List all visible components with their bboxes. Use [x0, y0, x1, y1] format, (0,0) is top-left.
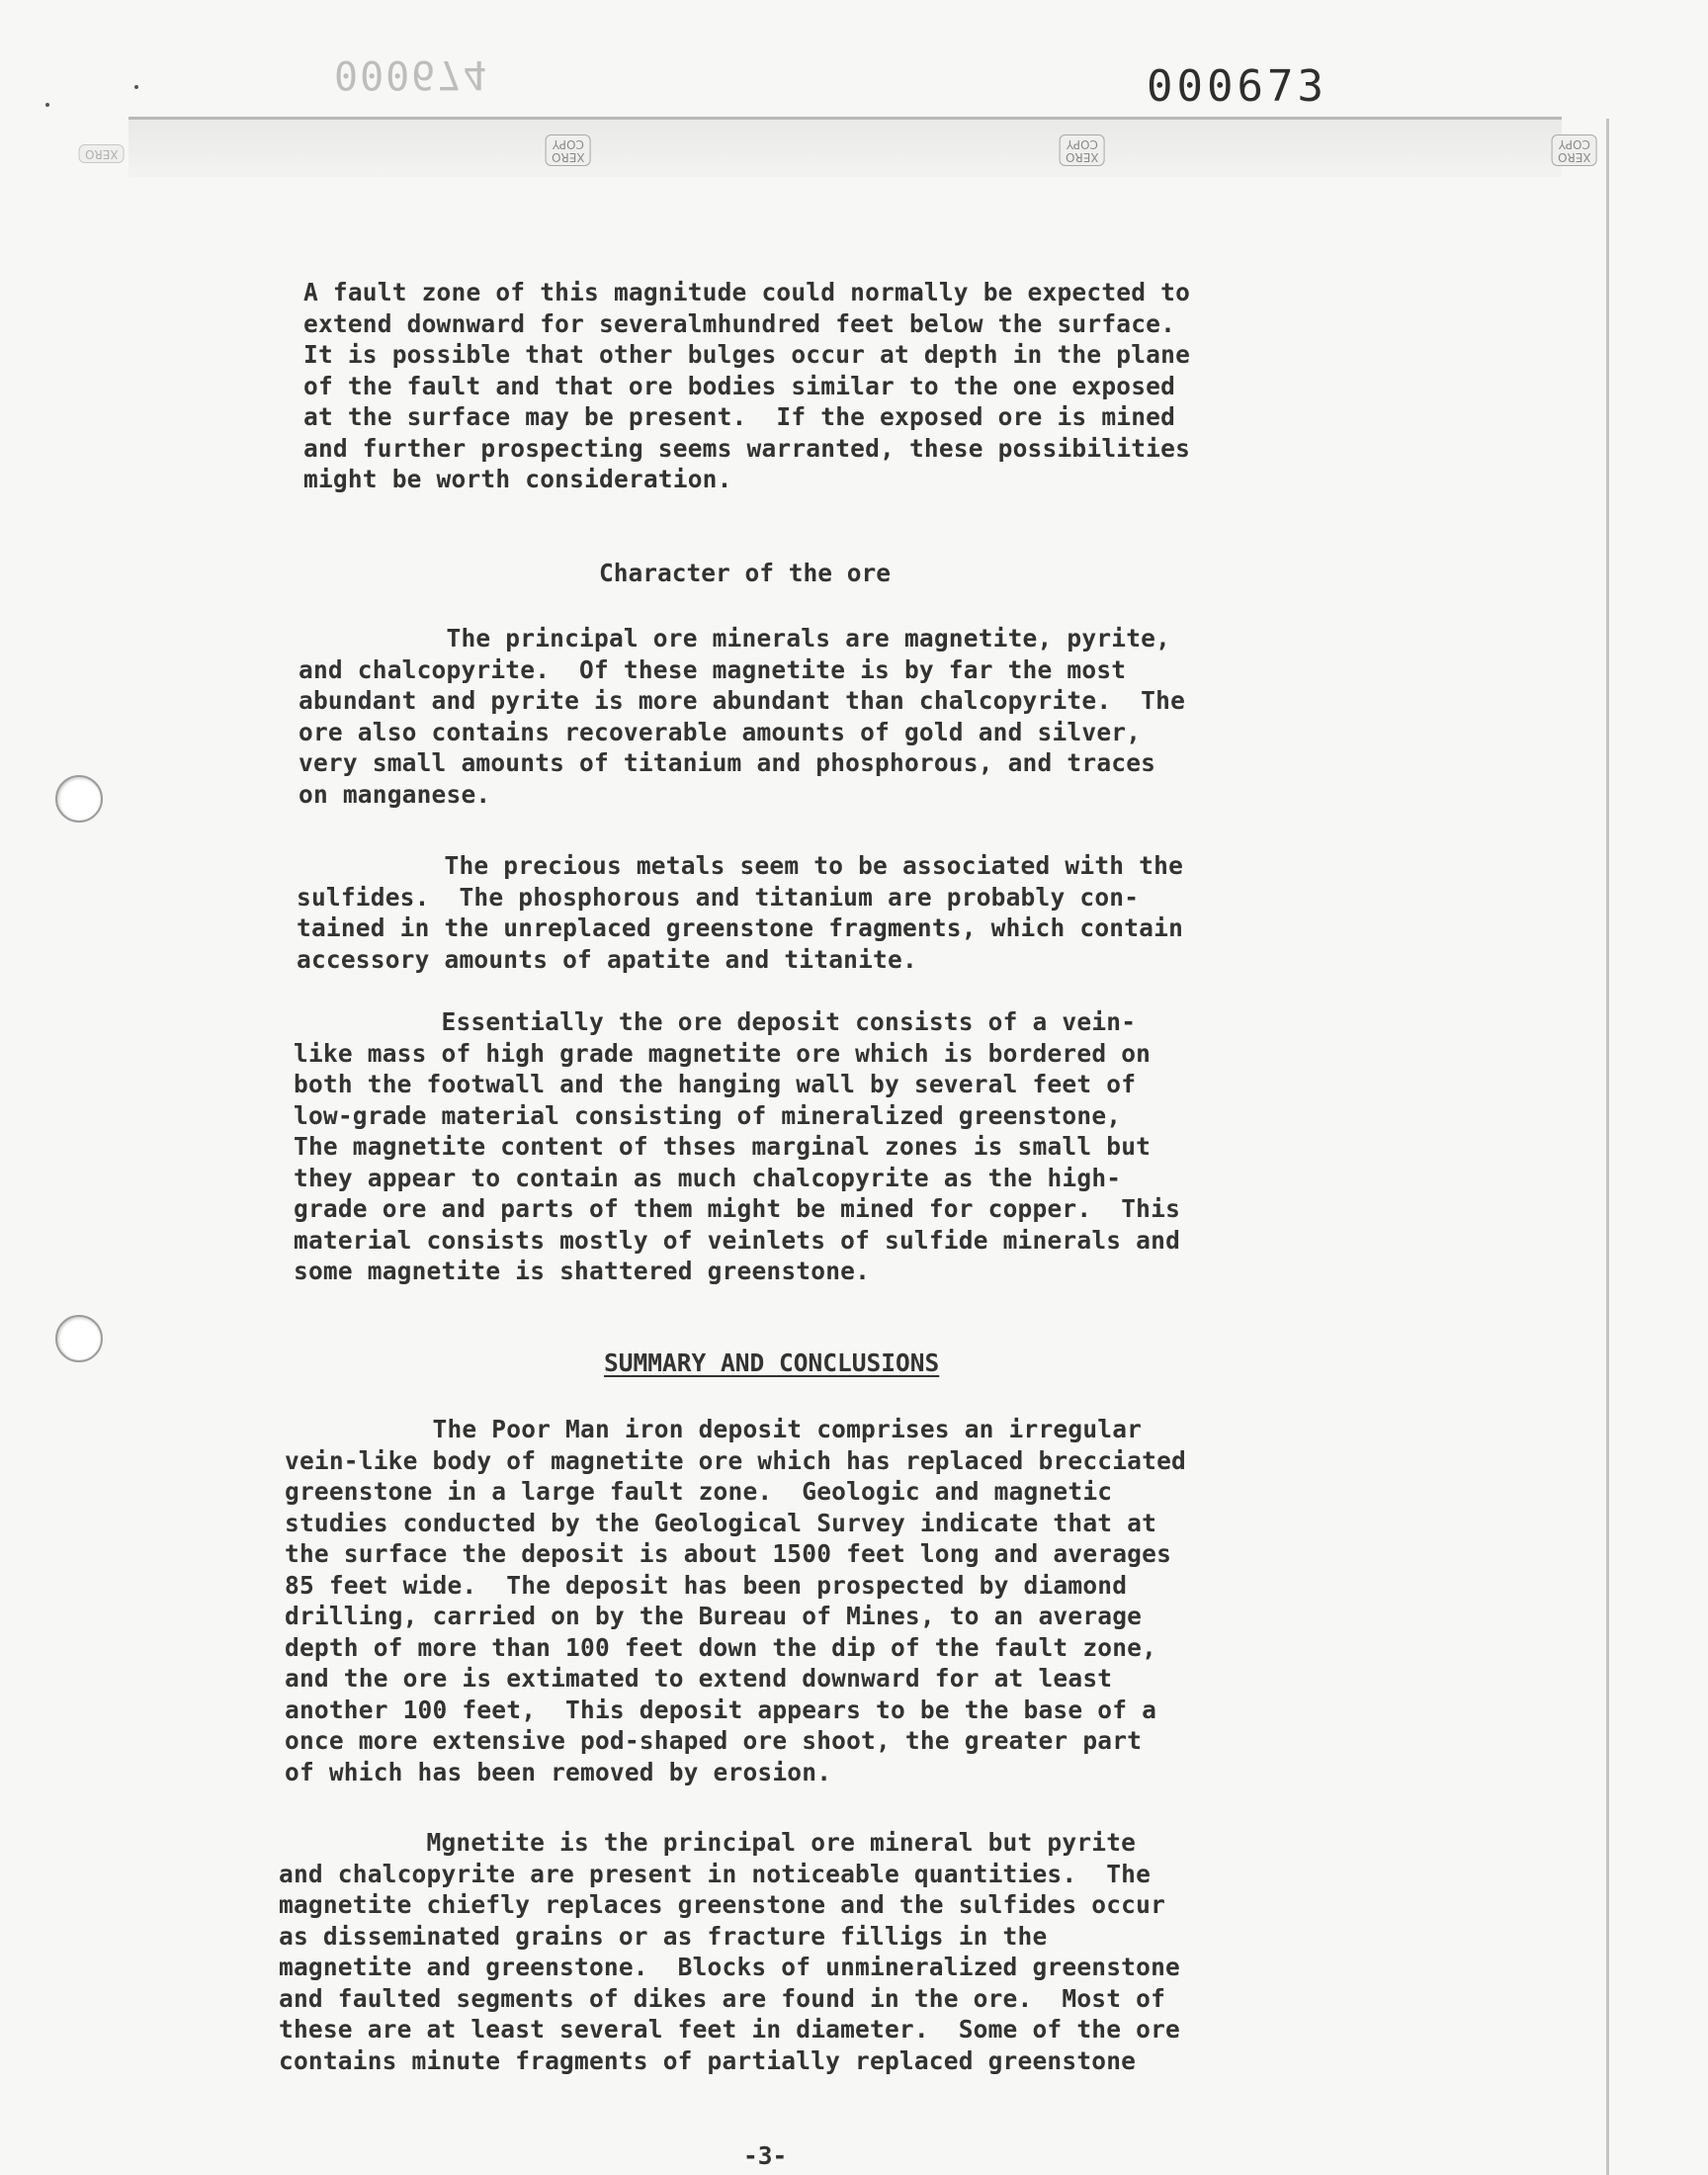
paragraph-magnetite: Mgnetite is the principal ore mineral but pyrite and chalcopyrite are present in noticeable quantities. The magnetite chiefly replaces greenstone and the sulfides occur as disseminated grains or as fracture filligs in the magnetite and greenstone. Blocks of unmineralized greenstone and faulted segments of dikes are found in the ore. Most of these are at least several feet in diameter. Some of the ore contains minute fragments of partially replaced greenstone	[279, 1828, 1180, 2075]
page-number: -3-	[743, 2141, 788, 2170]
copier-top-strip	[128, 117, 1562, 177]
xero-copy-tab	[1060, 134, 1105, 166]
paragraph-precious-metals: The precious metals seem to be associated with the sulfides. The phosphorous and titanium are probably con- tained in the unreplaced greenstone fragments, which contain accessory amounts of apatite and titanite.	[297, 851, 1184, 974]
punch-hole	[55, 1315, 103, 1362]
paragraph-ore-minerals: The principal ore minerals are magnetite, pyrite, and chalcopyrite. Of these magnetite is by far the most abundant and pyrite is more abundant than chalcopyrite. The ore also contains recoverable amounts of gold and silver, very small amounts of titanium and phosphorous, and traces on manganese.	[299, 624, 1186, 809]
xero-label: XERO	[1558, 150, 1591, 164]
paragraph-poor-man-deposit: The Poor Man iron deposit comprises an irregular vein-like body of magnetite ore which has replaced brecciated greenstone in a large fault zone. Geologic and magnetic studies conducted by the Geological Survey indicate that at the surface the deposit is about 1500 feet long and averages 85 feet wide. The deposit has been prospected by diamond drilling, carried on by the Bureau of Mines, to an average depth of more than 100 feet down the dip of the fault zone, and the ore is extimated to extend downward for at least another 100 feet, This deposit appears to be the base of a once more extensive pod-shaped ore shoot, the greater part of which has been removed by erosion.	[285, 1415, 1186, 1786]
xero-copy-tab	[546, 134, 591, 166]
bates-stamp-number: 000673	[1147, 61, 1327, 112]
xero-label: XERO	[85, 147, 119, 161]
section-heading-character-of-ore: Character of the ore	[599, 559, 892, 587]
xero-copy-tab	[1552, 134, 1597, 166]
xero-label: XERO	[552, 150, 585, 164]
xero-copy-tab	[79, 144, 125, 163]
section-heading-summary: SUMMARY AND CONCLUSIONS	[604, 1348, 940, 1377]
copy-label: COPY	[1066, 137, 1098, 151]
copy-label: COPY	[552, 137, 584, 151]
speck	[45, 103, 49, 107]
paragraph-ore-deposit: Essentially the ore deposit consists of a vein- like mass of high grade magnetite ore which is bordered on both the footwall and the hanging wall by several feet of low-grade material consisting of mineralized greenstone, The magnetite content of thses marginal zones is small but they appear to contain as much chalcopyrite as the high- grade ore and parts of them might be mined for copper. This material consists mostly of veinlets of sulfide minerals and some magnetite is shattered greenstone.	[294, 1007, 1181, 1285]
paragraph-fault-zone: A fault zone of this magnitude could normally be expected to extend downward for severalmhundred feet below the surface. It is possible that other bulges occur at depth in the plane of the fault and that ore bodies similar to the one exposed at the surface may be present. If the exposed ore is mined and further prospecting seems warranted, these possibilities might be worth consideration.	[303, 278, 1191, 493]
copy-label: COPY	[1558, 137, 1590, 151]
speck	[134, 85, 138, 89]
faint-bleedthrough-number: 000674	[334, 51, 489, 97]
page-right-edge	[1606, 119, 1609, 2175]
punch-hole	[55, 775, 103, 823]
xero-label: XERO	[1066, 150, 1099, 164]
